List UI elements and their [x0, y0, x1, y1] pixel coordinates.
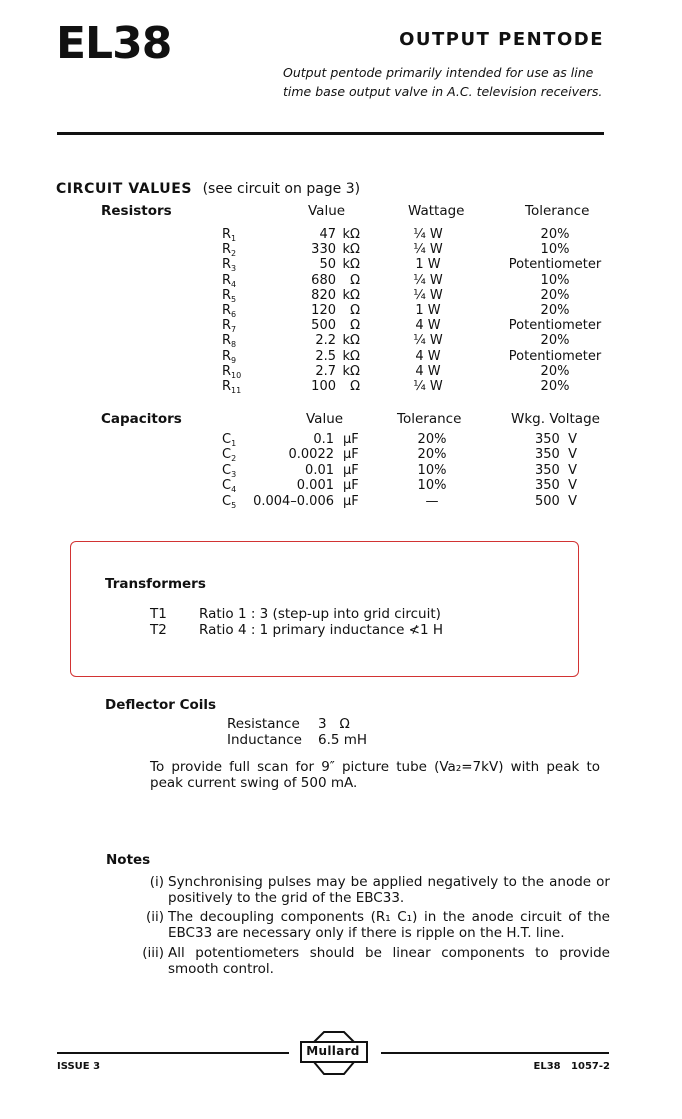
capacitor-ref-index: 4 [231, 485, 237, 495]
logo-text: Mullard [306, 1044, 360, 1058]
resistor-wattage: ¼ W [413, 379, 443, 394]
resistor-value-number: 120 [311, 303, 336, 318]
resistor-wattage: 4 W [415, 318, 441, 334]
capacitor-tolerance: — [425, 493, 439, 509]
note-2-text: The decoupling components (R₁ C₁) in the anode circuit of the EBC33 are necessary only if there is ripple on the H.T. line. [168, 909, 610, 941]
note-2-number: (ii) [145, 909, 164, 925]
resistor-ref-index: 2 [231, 249, 237, 259]
capacitor-ref-letter: C [222, 432, 232, 447]
resistor-wattage: 4 W [415, 348, 441, 364]
resistor-tolerance: 10% [540, 272, 570, 288]
capacitor-value-number: 0.0022 [288, 447, 334, 463]
note-1-number: (i) [149, 874, 164, 890]
circuit-values-title: CIRCUIT VALUES [56, 181, 193, 197]
issue-label: ISSUE 3 [57, 1061, 101, 1072]
circuit-values-heading [56, 181, 360, 197]
resistor-tolerance: 20% [540, 379, 570, 394]
resistor-ref-letter: R [222, 318, 232, 334]
resistor-ref-index: 6 [231, 310, 237, 319]
resistor-ref-letter: R [222, 348, 232, 364]
capacitor-value-number: 0.004–0.006 [253, 493, 334, 509]
transformer-ref-t1: T1 [150, 606, 167, 622]
description-line-2: time base output valve in A.C. television receivers. [283, 84, 603, 99]
resistance-label: Resistance [227, 716, 300, 732]
resistor-wattage: ¼ W [413, 272, 443, 288]
capacitor-tolerance: 20% [417, 432, 447, 447]
capacitor-value-unit: μF [343, 462, 359, 478]
resistor-value-number: 50 [319, 257, 336, 273]
resistor-ref-letter: R [222, 257, 232, 273]
resistors-col-wattage: Wattage [408, 203, 465, 219]
resistors-col-value: Value [308, 203, 346, 219]
resistor-value-unit: kΩ [342, 257, 360, 273]
note-3-number: (iii) [142, 945, 164, 961]
resistance-value: 3 Ω [318, 716, 350, 732]
resistor-ref-letter: R [222, 287, 232, 303]
description [283, 63, 605, 101]
resistor-ref-index: 5 [231, 294, 237, 304]
capacitor-tolerance: 10% [417, 478, 447, 494]
transformer-text-t1: Ratio 1 : 3 (step-up into grid circuit) [199, 606, 441, 622]
capacitors-col-value: Value [306, 411, 344, 427]
resistor-ref-letter: R [222, 242, 232, 258]
circuit-values-note: (see circuit on page 3) [202, 181, 361, 197]
capacitor-voltage: 500 V [535, 493, 577, 509]
capacitor-ref-index: 3 [231, 469, 237, 479]
capacitor-ref-index: 5 [231, 500, 237, 510]
resistor-ref-index: 1 [231, 234, 237, 243]
transformer-ref-t2: T2 [150, 622, 167, 638]
resistor-value-unit: Ω [350, 379, 360, 394]
capacitor-value-number: 0.1 [313, 432, 334, 447]
resistor-ref-index: 10 [231, 370, 242, 380]
resistors-col-tolerance: Tolerance [525, 203, 590, 219]
note-3-text: All potentiometers should be linear components to provide smooth control. [168, 945, 610, 977]
resistor-value-unit: kΩ [342, 242, 360, 258]
inductance-label: Inductance [227, 732, 302, 748]
resistor-wattage: ¼ W [413, 242, 443, 258]
resistor-value-unit: kΩ [342, 348, 360, 364]
resistor-tolerance: 10% [540, 242, 570, 258]
resistor-tolerance: 20% [540, 333, 570, 349]
resistor-value-unit: Ω [350, 272, 360, 288]
resistor-ref [222, 379, 241, 398]
resistor-value-unit: kΩ [342, 227, 360, 242]
resistor-value-number: 2.5 [315, 348, 336, 364]
resistor-ref-letter: R [222, 363, 232, 379]
capacitor-voltage: 350 V [535, 447, 577, 463]
resistor-ref-index: 8 [231, 340, 237, 350]
capacitors-col-voltage: Wkg. Voltage [511, 411, 600, 427]
resistor-ref-letter: R [222, 227, 232, 242]
description-line-1: Output pentode primarily intended for use as line [283, 65, 594, 80]
footer-rule-right [381, 1052, 609, 1054]
capacitor-value-unit: μF [343, 493, 359, 509]
resistor-ref-index: 3 [231, 264, 237, 274]
page-title: OUTPUT PENTODE [399, 29, 604, 50]
resistor-tolerance: 20% [540, 287, 570, 303]
resistor-value-number: 2.7 [315, 363, 336, 379]
capacitor-ref-letter: C [222, 462, 232, 478]
resistor-wattage: ¼ W [413, 227, 443, 242]
resistor-wattage: ¼ W [413, 333, 443, 349]
resistor-value-unit: kΩ [342, 287, 360, 303]
inductance-value: 6.5 mH [318, 732, 368, 748]
note-1-text: Synchronising pulses may be applied negatively to the anode or positively to the grid of the EBC33. [168, 874, 610, 906]
transformers-label: Transformers [105, 576, 206, 592]
capacitor-value-number: 0.001 [296, 478, 334, 494]
resistor-tolerance: Potentiometer [508, 348, 602, 364]
capacitor-value-unit: μF [343, 478, 359, 494]
capacitor-tolerance: 20% [417, 447, 447, 463]
page-reference: EL38 1057-2 [533, 1061, 610, 1072]
transformer-text-t2: Ratio 4 : 1 primary inductance ≮1 H [199, 622, 444, 638]
resistor-ref-index: 9 [231, 355, 237, 365]
resistor-ref-letter: R [222, 303, 232, 318]
header-divider [57, 132, 604, 135]
capacitor-value-number: 0.01 [305, 462, 334, 478]
resistor-tolerance: Potentiometer [508, 257, 602, 273]
deflector-coils-label: Deflector Coils [105, 697, 217, 713]
resistor-value-unit: Ω [350, 318, 360, 334]
notes-label: Notes [106, 852, 151, 868]
capacitor-ref-letter: C [222, 493, 232, 509]
scan-description: To provide full scan for 9″ picture tube (Va₂=7kV) with peak to peak current swing of 500 mA. [150, 759, 600, 791]
capacitor-ref-letter: C [222, 447, 232, 463]
capacitor-ref-letter: C [222, 478, 232, 494]
resistor-value-number: 680 [311, 272, 336, 288]
capacitor-value-unit: μF [343, 432, 359, 447]
resistor-ref-index: 4 [231, 279, 237, 289]
capacitors-col-tolerance: Tolerance [397, 411, 462, 427]
capacitor-ref-index: 2 [231, 454, 237, 464]
resistor-value-number: 100 [311, 379, 336, 394]
capacitor-ref [222, 494, 236, 513]
resistor-value-unit: kΩ [342, 363, 360, 379]
resistor-tolerance: 20% [540, 227, 570, 242]
resistor-value-number: 330 [311, 242, 336, 258]
capacitor-ref-index: 1 [231, 439, 237, 448]
resistor-wattage: 4 W [415, 363, 441, 379]
resistor-value-unit: Ω [350, 303, 360, 318]
capacitor-value-unit: μF [343, 447, 359, 463]
capacitor-voltage: 350 V [535, 432, 577, 447]
capacitor-tolerance: 10% [417, 462, 447, 478]
resistor-tolerance: 20% [540, 303, 570, 318]
resistor-wattage: 1 W [415, 303, 441, 318]
resistor-tolerance: 20% [540, 363, 570, 379]
resistor-value-number: 2.2 [315, 333, 336, 349]
resistor-wattage: 1 W [415, 257, 441, 273]
resistor-tolerance: Potentiometer [508, 318, 602, 334]
resistor-ref-index: 7 [231, 325, 237, 335]
capacitor-voltage: 350 V [535, 478, 577, 494]
resistor-value-number: 47 [319, 227, 336, 242]
resistor-ref-letter: R [222, 379, 232, 394]
resistor-ref-letter: R [222, 333, 232, 349]
capacitors-label: Capacitors [101, 411, 182, 427]
model-number: EL38 [56, 18, 172, 69]
resistor-wattage: ¼ W [413, 287, 443, 303]
capacitor-voltage: 350 V [535, 462, 577, 478]
resistor-value-number: 500 [311, 318, 336, 334]
footer-rule-left [57, 1052, 289, 1054]
resistor-ref-letter: R [222, 272, 232, 288]
resistors-label: Resistors [101, 203, 172, 219]
resistor-value-unit: kΩ [342, 333, 360, 349]
resistor-ref-index: 11 [231, 386, 242, 395]
resistor-value-number: 820 [311, 287, 336, 303]
